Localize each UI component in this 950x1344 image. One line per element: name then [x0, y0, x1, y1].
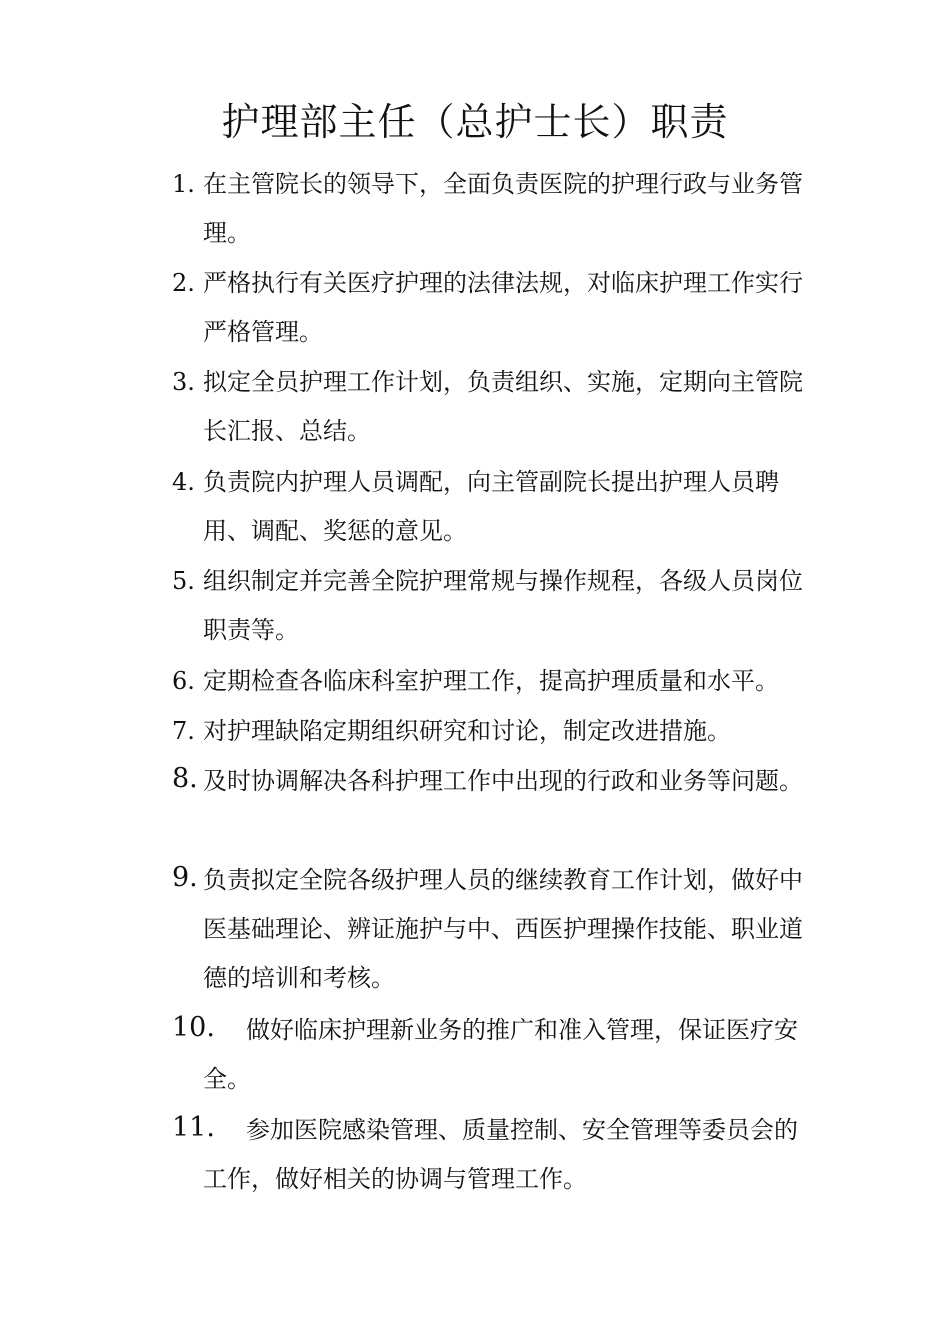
- item-number: 6.: [172, 667, 195, 695]
- item-number: 11.: [172, 1112, 215, 1143]
- item-number: 8.: [172, 763, 198, 794]
- duty-item-9: [172, 856, 812, 1003]
- duty-item-2: [172, 259, 812, 357]
- item-text: 在主管院长的领导下，全面负责医院的护理行政与业务管理。: [203, 170, 803, 247]
- item-text: 及时协调解决各科护理工作中出现的行政和业务等问题。: [203, 767, 803, 795]
- duty-item-4: [172, 458, 812, 556]
- item-number: 4.: [172, 468, 195, 496]
- document-title: 护理部主任（总护士长）职责: [221, 100, 729, 144]
- item-number: 9.: [172, 862, 198, 893]
- item-number: 1.: [172, 170, 195, 198]
- item-number: 2.: [172, 269, 195, 297]
- item-number: 10.: [172, 1012, 215, 1043]
- item-text: 负责拟定全院各级护理人员的继续教育工作计划，做好中医基础理论、辨证施护与中、西医护理操作技能、职业道德的培训和考核。: [203, 866, 803, 992]
- duty-item-6: [172, 657, 812, 706]
- item-number: 3.: [172, 368, 195, 396]
- item-number: 5.: [172, 567, 195, 595]
- item-text: 严格执行有关医疗护理的法律法规，对临床护理工作实行严格管理。: [203, 269, 803, 346]
- duty-item-5: [172, 557, 812, 655]
- item-text: 负责院内护理人员调配，向主管副院长提出护理人员聘用、调配、奖惩的意见。: [203, 468, 779, 545]
- duty-item-1: [172, 160, 812, 258]
- duty-item-8: [172, 757, 812, 806]
- item-text: 拟定全员护理工作计划，负责组织、实施，定期向主管院长汇报、总结。: [203, 368, 803, 445]
- item-text: 组织制定并完善全院护理常规与操作规程，各级人员岗位职责等。: [203, 567, 803, 644]
- item-text: 做好临床护理新业务的推广和准入管理，保证医疗安全。: [203, 1016, 798, 1093]
- duty-item-10: [172, 1006, 812, 1104]
- item-number: 7.: [172, 717, 195, 745]
- duty-item-7: [172, 707, 812, 756]
- item-text: 定期检查各临床科室护理工作，提高护理质量和水平。: [203, 667, 779, 695]
- item-text: 参加医院感染管理、质量控制、安全管理等委员会的工作，做好相关的协调与管理工作。: [203, 1116, 798, 1193]
- item-text: 对护理缺陷定期组织研究和讨论，制定改进措施。: [203, 717, 731, 745]
- duty-item-11: [172, 1106, 812, 1204]
- duty-item-3: [172, 358, 812, 456]
